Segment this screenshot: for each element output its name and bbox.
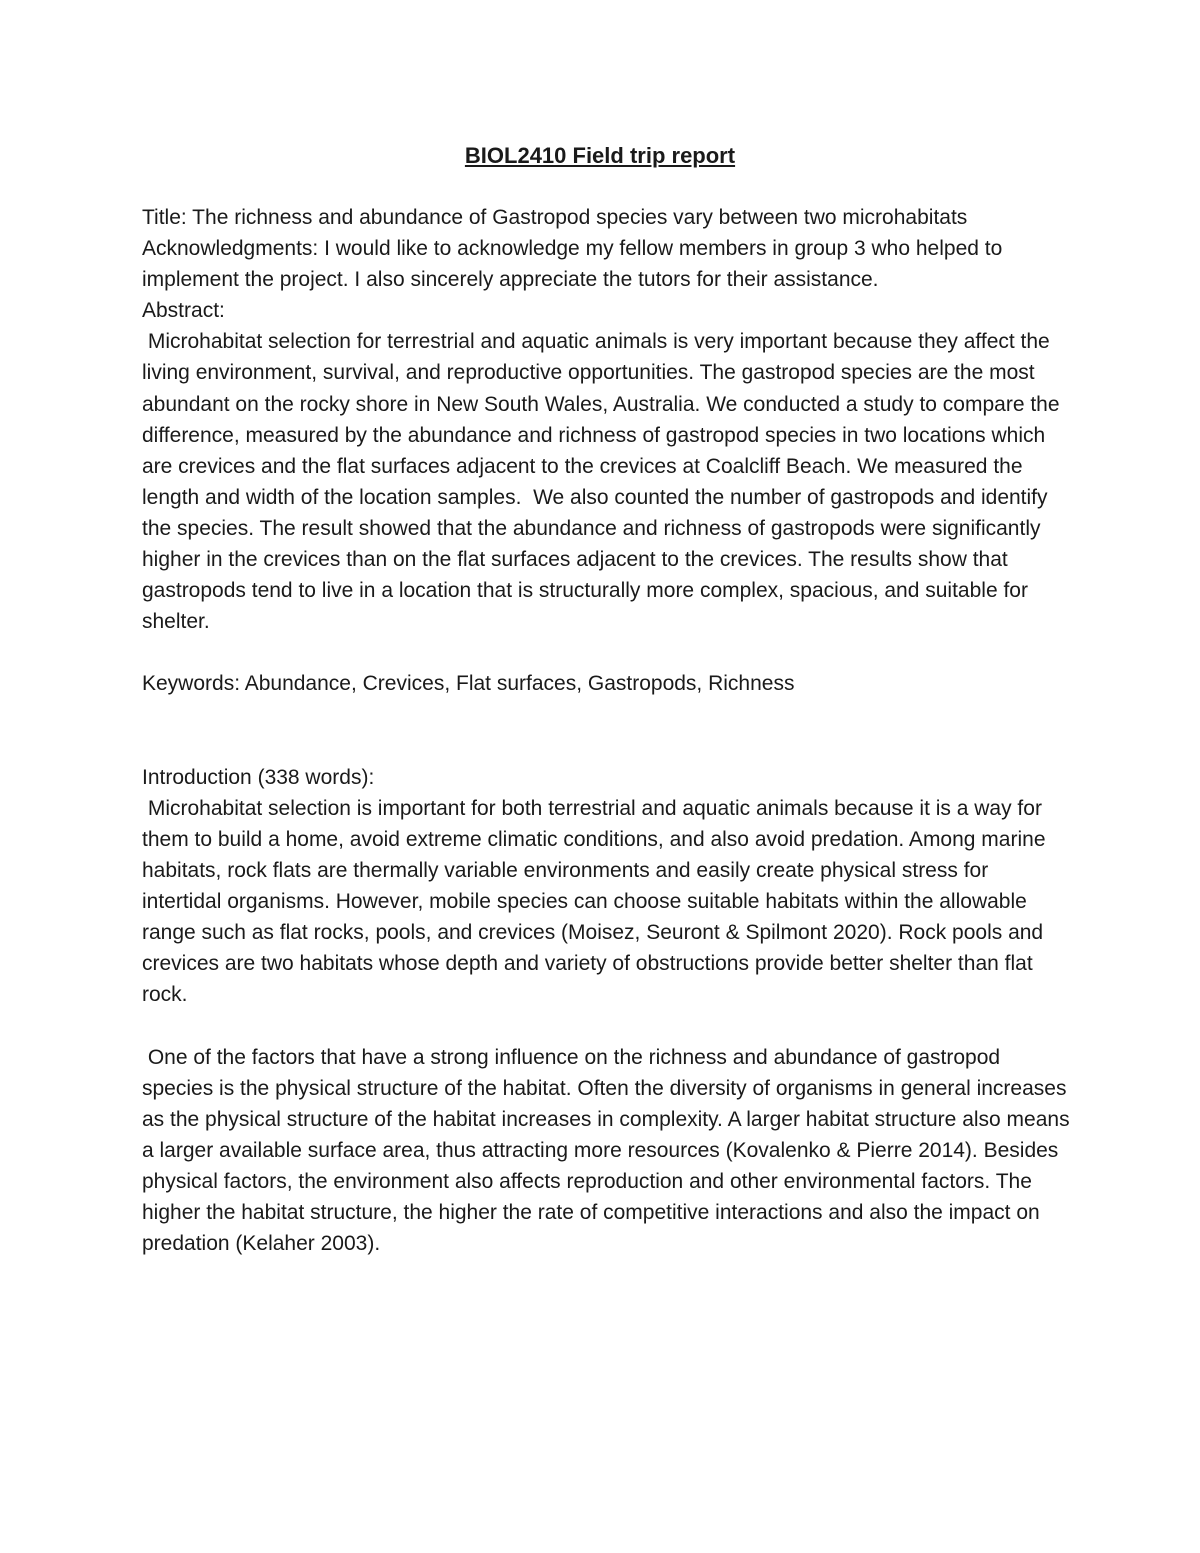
paragraph-spacer (142, 1010, 1072, 1041)
title-line: Title: The richness and abundance of Gastropod species vary between two microhabitats (142, 206, 968, 229)
keywords-line: Keywords: Abundance, Crevices, Flat surfaces, Gastropods, Richness (142, 672, 795, 696)
section-spacer (142, 700, 1072, 762)
acknowledgments-paragraph: Acknowledgments: I would like to acknowledge my fellow members in group 3 who helped to implement the project. I also sincerely appreciate the tutors for their assistance. (142, 237, 1009, 292)
introduction-paragraph-2: One of the factors that have a strong influence on the richness and abundance of gastropod species is the physical structure of the habitat. Often the diversity of organisms in general increases as the physical structure of the habitat increases in complexity. A larger habitat structure also means a larger available surface area, thus attracting more resources (Kovalenko & Pierre 2014). Besides physical factors, the environment also affects reproduction and other environmental factors. The higher the habitat structure, the higher the rate of competitive interactions and also the impact on predation (Kelaher 2003). (142, 1045, 1076, 1256)
report-body (142, 202, 1076, 1259)
report-heading: BIOL2410 Field trip report (464, 143, 736, 168)
introduction-heading: Introduction (338 words): (142, 765, 375, 789)
paragraph-spacer (142, 637, 1072, 668)
abstract-heading: Abstract: (142, 299, 225, 323)
abstract-paragraph: Microhabitat selection for terrestrial and aquatic animals is very important because they affect the living environment, survival, and reproductive opportunities. The gastropod species are the most abundant on the rocky shore in New South Wales, Australia. We conducted a study to compare the difference, measured by the abundance and richness of gastropod species in two locations which are crevices and the flat surfaces adjacent to the crevices at Coalcliff Beach. We measured the length and width of the location samples. We also counted the number of gastropods and identify the species. The result showed that the abundance and richness of gastropods were significantly higher in the crevices than on the flat surfaces adjacent to the crevices. The results show that gastropods tend to live in a location that is structurally more complex, spacious, and suitable for shelter. (142, 330, 1066, 634)
introduction-paragraph-1: Microhabitat selection is important for both terrestrial and aquatic animals because it is a way for them to build a home, avoid extreme climatic conditions, and also avoid predation. Among marine habitats, rock flats are thermally variable environments and easily create physical stress for intertidal organisms. However, mobile species can choose suitable habitats within the allowable range such as flat rocks, pools, and crevices (Moisez, Seuront & Spilmont 2020). Rock pools and crevices are two habitats whose depth and variety of obstructions provide better shelter than flat rock. (142, 796, 1052, 1007)
